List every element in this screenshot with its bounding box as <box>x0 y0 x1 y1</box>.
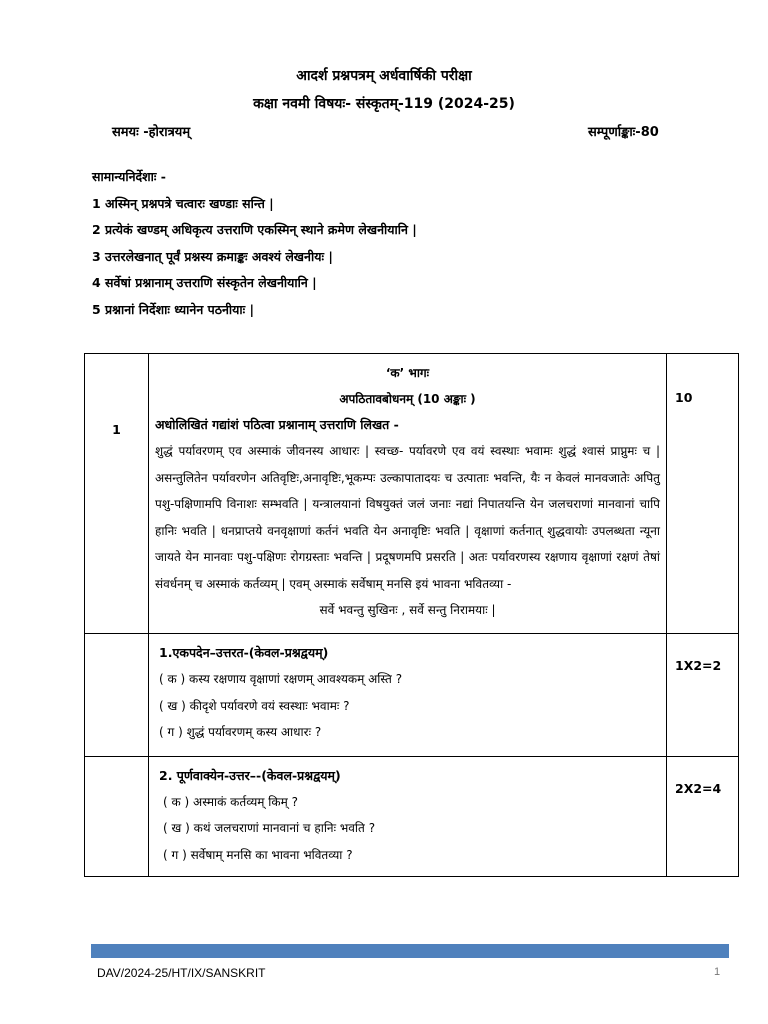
unseen-passage: शुद्धं पर्यावरणम् एव अस्माकं जीवनस्य आधारः | स्वच्छ- पर्यावरणे एव वयं स्वस्थाः भवामः शुद्धं श्वासं प्राप्नुमः च | असन्तुलितेन पर्यावरणेन अतिवृष्टिः,अनावृष्टिः,भूकम्पः उल्कापातादयः च उत्पाताः भवन्ति, यैः न केवलं मानवजातेः अपितु पशु-पक्षिणामपि विनाशः सम्भवति | यन्त्रालयानां विषयुक्तं जलं जनाः नद्यां निपातयन्ति येन जलचराणां मानवानां चापि हानिः भवति | धनप्राप्तये वनवृक्षाणां कर्तनं भवति येन अनावृष्टिः भवति | वृक्षाणां कर्तनात् शुद्धवायोः उपलब्धता न्यूना जायते येन मानवाः पशु-पक्षिणः रोगग्रस्ताः भवन्ति | प्रदूषणमपि प्रसरति | अतः पर्यावरणस्य रक्षणाय वृक्षाणां रक्षणं तेषां संवर्धनम् च अस्माकं कर्तव्यम् | एवम् अस्माकं सर्वेषाम् मनसि इयं भावना भवितव्या - <box>155 444 660 591</box>
question-item: ( क ) अस्माकं कर्तव्यम् किम् ? <box>163 794 298 809</box>
instructions-heading: सामान्यनिर्देशाः - <box>92 169 166 184</box>
section-part-label: ‘क’ भागः <box>385 366 430 380</box>
question-table <box>84 353 739 877</box>
empty-cell <box>85 634 149 757</box>
question-2-block <box>149 756 667 877</box>
instruction-item: 2 प्रत्येकं खण्डम् अधिकृत्य उत्तराणि एकस्मिन् स्थाने क्रमेण लेखनीयानि | <box>92 222 417 237</box>
section-title: अपठितावबोधनम् (10 अङ्काः ) <box>339 392 476 406</box>
marks-cell: 10 <box>667 354 739 634</box>
footer-bar <box>91 944 729 958</box>
page-number: 1 <box>714 966 721 978</box>
question-heading: 1.एकपदेन–उत्तरत-(केवल-प्रश्नद्वयम्) <box>159 645 329 660</box>
question-item: ( ग ) सर्वेषाम् मनसि का भावना भवितव्या ? <box>163 847 353 862</box>
question-heading: 2. पूर्णवाक्येन-उत्तर–-(केवल-प्रश्नद्वयम्) <box>159 767 341 783</box>
empty-cell <box>85 756 149 877</box>
passage-closing-verse: सर्वे भवन्तु सुखिनः , सर्वे सन्तु निरामयाः | <box>319 603 496 617</box>
question-item: ( ख ) कथं जलचराणां मानवानां च हानिः भवति ? <box>163 821 376 835</box>
instruction-item: 3 उत्तरलेखनात् पूर्वं प्रश्नस्य क्रमाङ्कः अवश्यं लेखनीयः | <box>92 248 333 264</box>
time-duration: समयः -होरात्रयम् <box>112 125 191 140</box>
question-item: ( ग ) शुद्धं पर्यावरणम् कस्य आधारः ? <box>159 725 322 739</box>
general-instructions <box>92 164 417 323</box>
passage-instruction: अधोलिखितं गद्यांशं पठित्वा प्रश्नानाम् उत्तराणि लिखत - <box>155 417 399 432</box>
instruction-item: 5 प्रश्नानां निर्देशाः ध्यानेन पठनीयाः | <box>92 301 255 317</box>
exam-subtitle: कक्षा नवमी विषयः- संस्कृतम्-119 (2024-25) <box>253 96 515 112</box>
question-item: ( क ) कस्य रक्षणाय वृक्षाणां रक्षणम् आवश्यकम् अस्ति ? <box>159 672 403 686</box>
table-row <box>85 756 739 877</box>
section-a-content <box>149 354 667 634</box>
question-item: ( ख ) कीदृशे पर्यावरणे वयं स्वस्थाः भवामः ? <box>159 698 350 713</box>
table-row <box>85 354 739 634</box>
instruction-item: 1 अस्मिन् प्रश्नपत्रे चत्वारः खण्डाः सन्ति | <box>92 195 274 211</box>
marks-cell: 2X2=4 <box>667 756 739 877</box>
marks-cell: 1X2=2 <box>667 634 739 757</box>
footer-document-code: DAV/2024-25/HT/IX/SANSKRIT <box>97 966 266 980</box>
table-row <box>85 634 739 757</box>
exam-title: आदर्श प्रश्नपत्रम् अर्धवार्षिकी परीक्षा <box>296 68 472 84</box>
total-marks: सम्पूर्णाङ्काः-80 <box>588 125 659 140</box>
question-number: 1 <box>85 354 149 634</box>
instruction-item: 4 सर्वेषां प्रश्नानाम् उत्तराणि संस्कृतेन लेखनीयानि | <box>92 275 317 290</box>
question-1-block <box>149 634 667 757</box>
